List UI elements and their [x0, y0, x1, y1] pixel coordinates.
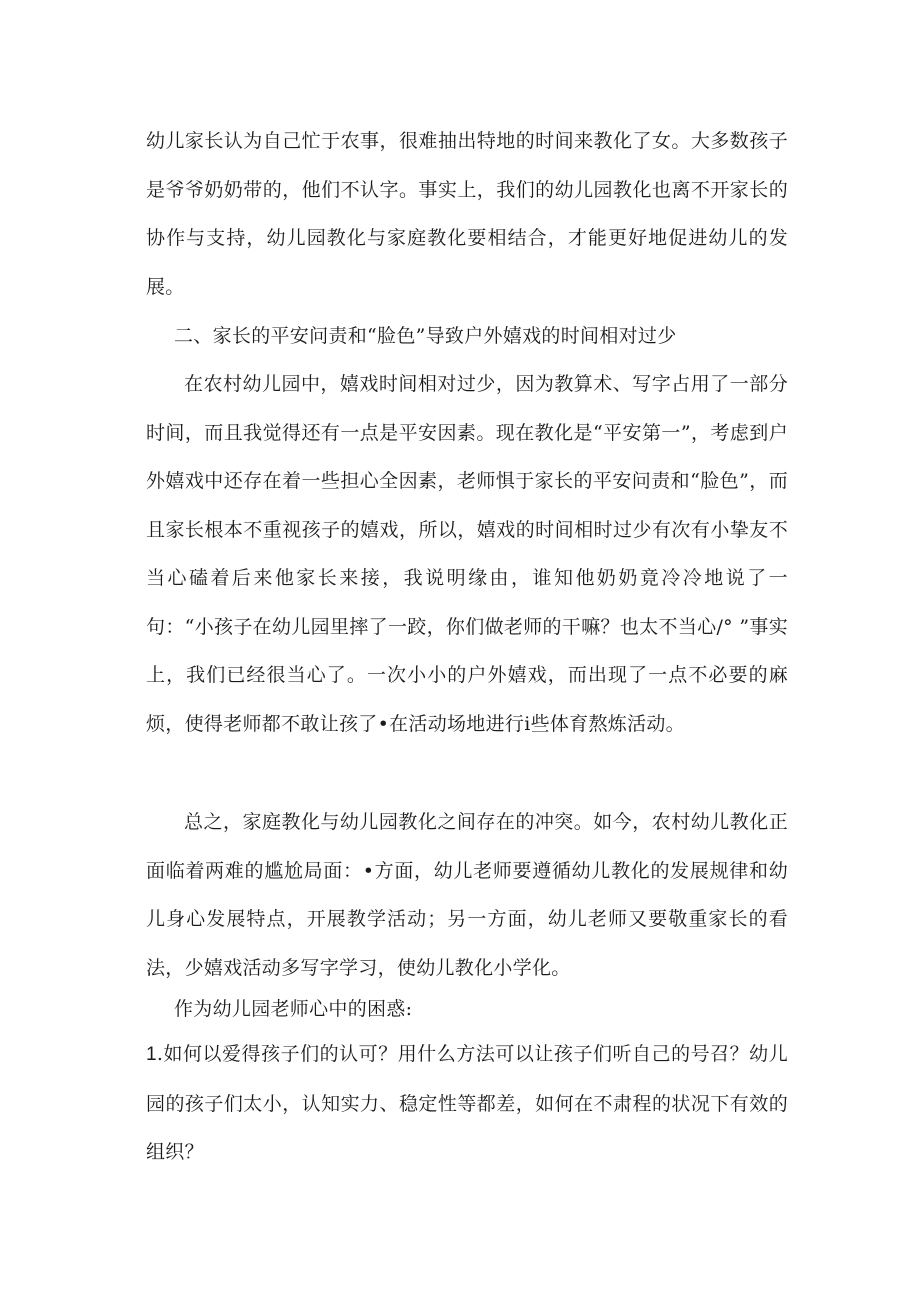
list-item-1: [146, 1030, 788, 1177]
list-item-text: .如何以爱得孩子们的认可？用什么方法可以让孩子们听自己的号召？幼儿园的孩子们太小，认知实力、稳定性等都差，如何在不肃程的状况下有效的组织？: [146, 1043, 788, 1163]
list-number: 1: [146, 1044, 157, 1065]
paragraph-text: 作为幼儿园老师心中的困惑:: [174, 998, 413, 1020]
section-heading-two: [146, 312, 788, 361]
paragraph-outdoor-play: [146, 360, 788, 748]
paragraph-parents-busy: [146, 117, 788, 311]
paragraph-conclusion: [146, 798, 788, 992]
heading-text: 二、家长的平安问责和“脸色”导致户外嬉戏的时间相对过少: [174, 325, 677, 347]
paragraph-text: 总之，家庭教化与幼儿园教化之间存在的冲突。如今，农村幼儿教化正面临着两难的尴尬局面：•方面，幼儿老师要遵循幼儿教化的发展规律和幼儿身心发展特点，开展教学活动；另一方面，幼儿老师又要敬重家长的看法，少嬉戏活动多写字学习，使幼儿教化小学化。: [146, 811, 788, 979]
paragraph-text: 在农村幼儿园中，嬉戏时间相对过少，因为教算术、写字占用了一部分时间，而且我觉得还有一点是平安因素。现在教化是“平安第一”，考虑到户外嬉戏中还存在着一些担心全因素，老师惧于家长的平安问责和“脸色”，而且家长根本不重视孩子的嬉戏，所以，嬉戏的时间相时过少有次有小挚友不当心磕着后来他家长来接，我说明缘由，谁知他奶奶竟冷冷地说了一句：“小孩子在幼儿园里摔了一跤，你们做老师的干嘛？也太不当心/° ”事实上，我们已经很当心了。一次小小的户外嬉戏，而出现了一点不必要的麻烦，使得老师都不敢让孩了•在活动场地进行i些体育熬炼活动。: [146, 373, 788, 735]
paragraph-text: 幼儿家长认为自己忙于农事，很难抽出特地的时间来教化了女。大多数孩子是爷爷奶奶带的，他们不认字。事实上，我们的幼儿园教化也离不开家长的协作与支持，幼儿园教化与家庭教化要相结合，才能更好地促进幼儿的发展。: [146, 130, 788, 298]
paragraph-teacher-confusion: [146, 992, 788, 1026]
